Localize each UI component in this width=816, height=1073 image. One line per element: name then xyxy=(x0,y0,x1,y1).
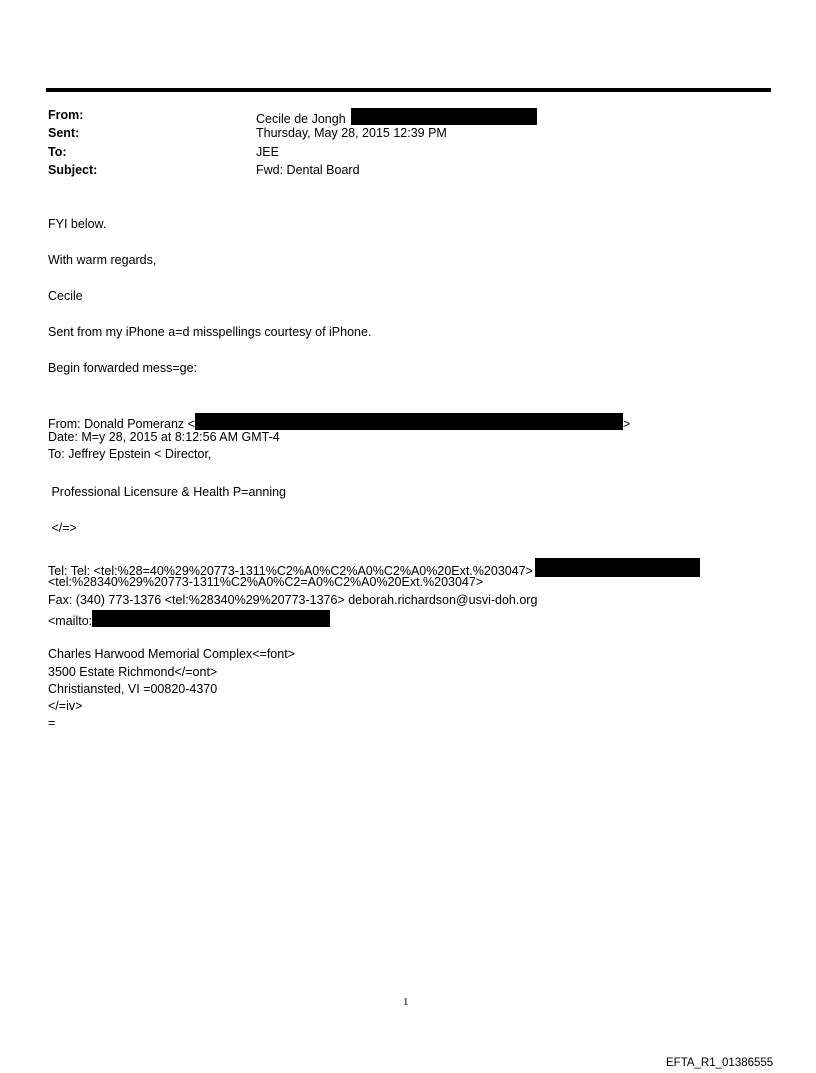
redaction-box xyxy=(535,558,700,577)
fwd-to-line: To: Jeffrey Epstein < Director, xyxy=(48,447,212,461)
address-line-1: Charles Harwood Memorial Complex<=font> xyxy=(48,647,295,661)
to-value: JEE xyxy=(256,145,279,159)
redaction-box xyxy=(351,108,537,125)
body-begin-forwarded: Begin forwarded mess=ge: xyxy=(48,361,198,375)
document-id: EFTA_R1_01386555 xyxy=(666,1057,774,1069)
fwd-date-line: Date: M=y 28, 2015 at 8:12:56 AM GMT-4 xyxy=(48,430,280,444)
from-name: Cecile de Jongh xyxy=(256,112,346,126)
subject-value: Fwd: Dental Board xyxy=(256,163,360,177)
body-professional: Professional Licensure & Health P=anning xyxy=(48,485,286,499)
to-label: To: xyxy=(48,145,67,159)
fwd-from-text: From: Donald Pomeranz < xyxy=(48,417,195,431)
fax-line: Fax: (340) 773-1376 <tel:%28340%29%20773-1376> deborah.richardson@usvi-doh.org xyxy=(48,593,538,607)
sent-value: Thursday, May 28, 2015 12:39 PM xyxy=(256,126,447,140)
redaction-box xyxy=(195,413,623,430)
sent-label: Sent: xyxy=(48,126,80,140)
mailto-line xyxy=(48,610,330,628)
tel-text-1: Tel: Tel: <tel:%28=40%29%20773-1311%C2%A0%C2%A0%C2%A0%20Ext.%203047> xyxy=(48,564,533,578)
subject-label: Subject: xyxy=(48,163,98,177)
body-iphone: Sent from my iPhone a=d misspellings courtesy of iPhone. xyxy=(48,325,372,339)
fwd-from-end: > xyxy=(622,417,631,431)
from-label: From: xyxy=(48,108,84,122)
page-number: 1 xyxy=(403,996,409,1008)
mailto-text: <mailto: xyxy=(48,614,93,628)
from-value xyxy=(256,108,537,126)
body-fyi: FYI below. xyxy=(48,217,107,231)
tel-line-2: <tel:%28340%29%20773-1311%C2%A0%C2=A0%C2%A0%20Ext.%203047> xyxy=(48,575,484,589)
body-signature: Cecile xyxy=(48,289,83,303)
redaction-box xyxy=(92,610,330,627)
body-close-tag: </=> xyxy=(48,521,77,535)
body-iv-tag: </=iv> xyxy=(48,699,83,713)
body-regards: With warm regards, xyxy=(48,253,157,267)
address-line-3: Christiansted, VI =00820-4370 xyxy=(48,682,218,696)
fwd-from-line xyxy=(48,413,630,431)
address-line-2: 3500 Estate Richmond</=ont> xyxy=(48,665,218,679)
header-rule xyxy=(46,88,771,92)
body-equals: = xyxy=(48,716,56,730)
